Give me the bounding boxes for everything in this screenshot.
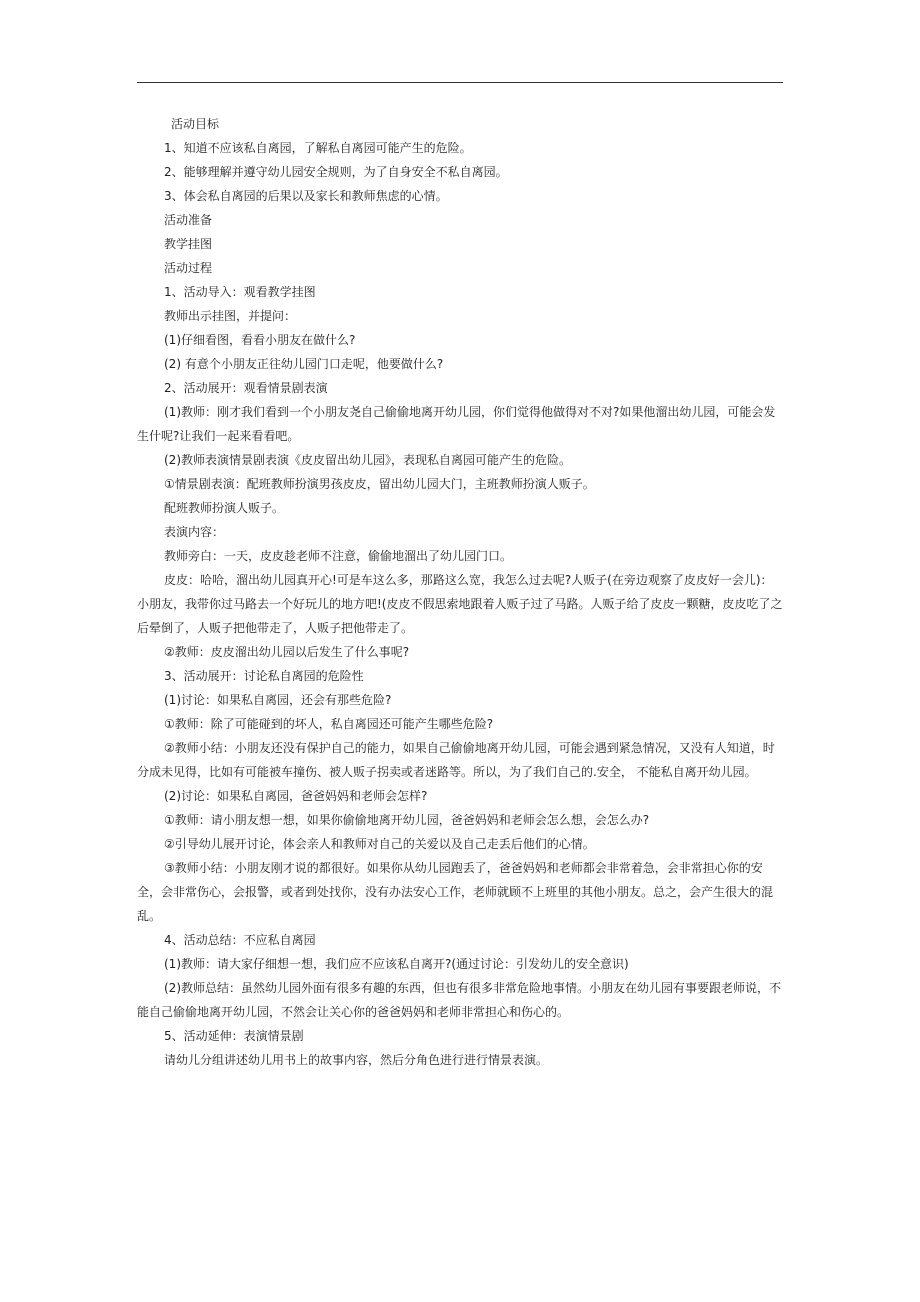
paragraph: (2)教师表演情景剧表演《皮皮留出幼儿园》，表现私自离园可能产生的危险。	[164, 453, 572, 467]
paragraph: ②引导幼儿展开讨论，体会亲人和教师对自己的关爱以及自己走丢后他们的心情。	[164, 837, 595, 851]
paragraph: 5、活动延伸：表演情景剧	[164, 1029, 304, 1043]
paragraph: ①教师：请小朋友想一想，如果你偷偷地离开幼儿园，爸爸妈妈和老师会怎么想，会怎么办?	[164, 813, 650, 827]
paragraph: (1)教师：刚才我们看到一个小朋友尧自己偷偷地离开幼儿园，你们觉得他做得对不对?如果他溜出幼儿园，可能会发生什呢?让我们一起来看看吧。	[137, 405, 776, 443]
paragraph: (2) 有意个小朋友正往幼儿园门口走呢，他要做什么?	[164, 357, 444, 371]
paragraph: 配班教师扮演人贩子。	[164, 501, 285, 515]
paragraph: 2、能够理解并遵守幼儿园安全规则，为了自身安全不私自离园。	[164, 165, 508, 179]
paragraph: 皮皮：哈哈，溜出幼儿园真开心!可是车这么多，那路这么宽，我怎么过去呢?人贩子(在旁边观察了皮皮好一会儿)：小朋友，我带你过马路去一个好玩儿的地方吧!(皮皮不假思索地跟着人贩子过了马路。人贩子给了皮皮一颗糖，皮皮吃了之后晕倒了，人贩子把他带走了，人贩子把他带走了。	[137, 573, 783, 635]
paragraph: 教师出示挂图，并提问：	[164, 309, 297, 323]
paragraph: 1、知道不应该私自离园，了解私自离园可能产生的危险。	[164, 141, 472, 155]
paragraph: 3、体会私自离园的后果以及家长和教师焦虑的心情。	[164, 189, 448, 203]
document-body	[137, 112, 783, 1072]
paragraph: ①情景剧表演：配班教师扮演男孩皮皮，留出幼儿园大门，主班教师扮演人贩子。	[164, 477, 595, 491]
paragraph: (2)教师总结：虽然幼儿园外面有很多有趣的东西，但也有很多非常危险地事情。小朋友在幼儿园有事要跟老师说，不能自己偷偷地离开幼儿园，不然会让关心你的爸爸妈妈和老师非常担心和伤心的。	[137, 981, 782, 1019]
paragraph: ②教师：皮皮溜出幼儿园以后发生了什么事呢?	[164, 645, 410, 659]
paragraph: ②教师小结：小朋友还没有保护自己的能力，如果自己偷偷地离开幼儿园，可能会遇到紧急情况，又没有人知道，时分成未见得，比如有可能被车撞伤、被人贩子拐卖或者迷路等。所以，为了我们自己的.安全， 不能私自离开幼儿园。	[137, 741, 775, 779]
header-rule	[137, 82, 783, 83]
paragraph: (2)讨论：如果私自离园，爸爸妈妈和老师会怎样?	[164, 789, 428, 803]
paragraph: (1)教师：请大家仔细想一想，我们应不应该私自离开?(通过讨论：引发幼儿的安全意识)	[164, 957, 629, 971]
paragraph: (1)讨论：如果私自离园，还会有那些危险?	[164, 693, 392, 707]
section-heading-preparation: 活动准备	[164, 213, 213, 227]
section-heading-goals: 活动目标	[171, 117, 220, 131]
paragraph: 3、活动展开：讨论私自离园的危险性	[164, 669, 364, 683]
section-heading-process: 活动过程	[164, 261, 213, 275]
paragraph: 教学挂图	[164, 237, 213, 251]
paragraph: 表演内容：	[164, 525, 225, 539]
paragraph: ③教师小结：小朋友刚才说的都很好。如果你从幼儿园跑丢了，爸爸妈妈和老师都会非常着急，会非常担心你的安全，会非常伤心，会报警，或者到处找你，没有办法安心工作，老师就顾不上班里的其他小朋友。总之，会产生很大的混乱。	[137, 861, 774, 923]
paragraph: 4、活动总结：不应私自离园	[164, 933, 316, 947]
paragraph: 教师旁白：一天，皮皮趁老师不注意，偷偷地溜出了幼儿园门口。	[164, 549, 513, 563]
paragraph: 1、活动导入：观看教学挂图	[164, 285, 316, 299]
paragraph: (1)仔细看图，看看小朋友在做什么?	[164, 333, 356, 347]
paragraph: 2、活动展开：观看情景剧表演	[164, 381, 328, 395]
paragraph: 请幼儿分组讲述幼儿用书上的故事内容，然后分角色进行进行情景表演。	[164, 1053, 549, 1067]
paragraph: ①教师：除了可能碰到的坏人，私自离园还可能产生哪些危险?	[164, 717, 494, 731]
